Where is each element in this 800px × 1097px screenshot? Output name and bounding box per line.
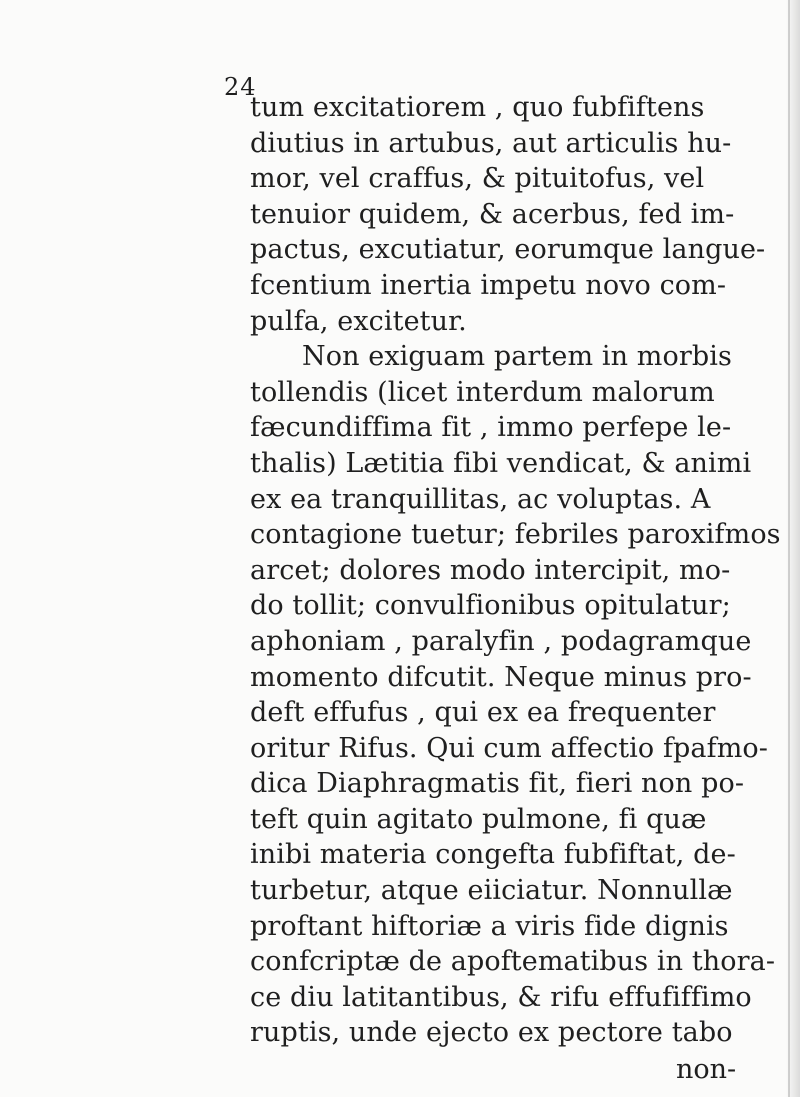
text-line-17: momento difcutit. Neque minus pro- [250, 661, 752, 693]
text-line-4: tenuior quidem, & acerbus, fed im- [250, 198, 735, 230]
text-line-24: proftant hiftoriæ a viris fide dignis [250, 910, 729, 942]
text-line-10: fæcundiffima fit , immo perfepe le- [250, 412, 732, 444]
text-line-25: confcriptæ de apoftematibus in thora- [250, 946, 776, 978]
text-line-8: Non exiguam partem in morbis [302, 341, 732, 373]
text-line-18: deft effufus , qui ex ea frequenter [250, 697, 716, 729]
text-line-11: thalis) Lætitia fibi vendicat, & animi [250, 447, 752, 479]
text-line-22: inibi materia congefta fubfiftat, de- [250, 839, 736, 871]
text-line-14: arcet; dolores modo intercipit, mo- [250, 554, 731, 586]
text-line-1: tum excitatiorem , quo fubfiftens [250, 92, 705, 123]
text-line-19: oritur Rifus. Qui cum affectio fpafmo- [250, 732, 768, 764]
text-line-12: ex ea tranquillitas, ac voluptas. A [250, 483, 711, 515]
page-number: 24 [224, 73, 257, 101]
text-line-20: dica Diaphragmatis fit, fieri non po- [250, 768, 745, 800]
text-line-2: diutius in artubus, aut articulis hu- [250, 127, 732, 159]
text-block [250, 90, 781, 1051]
text-line-23: turbetur, atque eiiciatur. Nonnullæ [250, 875, 733, 907]
page-edge-line [788, 0, 790, 1097]
text-line-9: tollendis (licet interdum malorum [250, 376, 715, 408]
text-line-15: do tollit; convulfionibus opitulatur; [250, 590, 731, 622]
text-line-26: ce diu latitantibus, & rifu effufiffimo [250, 981, 752, 1013]
text-line-5: pactus, excutiatur, eorumque langue- [250, 234, 766, 266]
text-line-3: mor, vel craffus, & pituitofus, vel [250, 163, 705, 195]
text-line-27: ruptis, unde ejecto ex pectore tabo [250, 1017, 733, 1049]
text-line-13: contagione tuetur; febriles paroxifmos [250, 519, 781, 551]
text-line-7: pulfa, excitetur. [250, 305, 467, 337]
text-line-21: teft quin agitato pulmone, fi quæ [250, 803, 707, 835]
text-line-16: aphoniam , paralyfin , podagramque [250, 625, 752, 657]
catchword: non- [676, 1054, 737, 1085]
text-line-6: fcentium inertia impetu novo com- [250, 269, 727, 301]
